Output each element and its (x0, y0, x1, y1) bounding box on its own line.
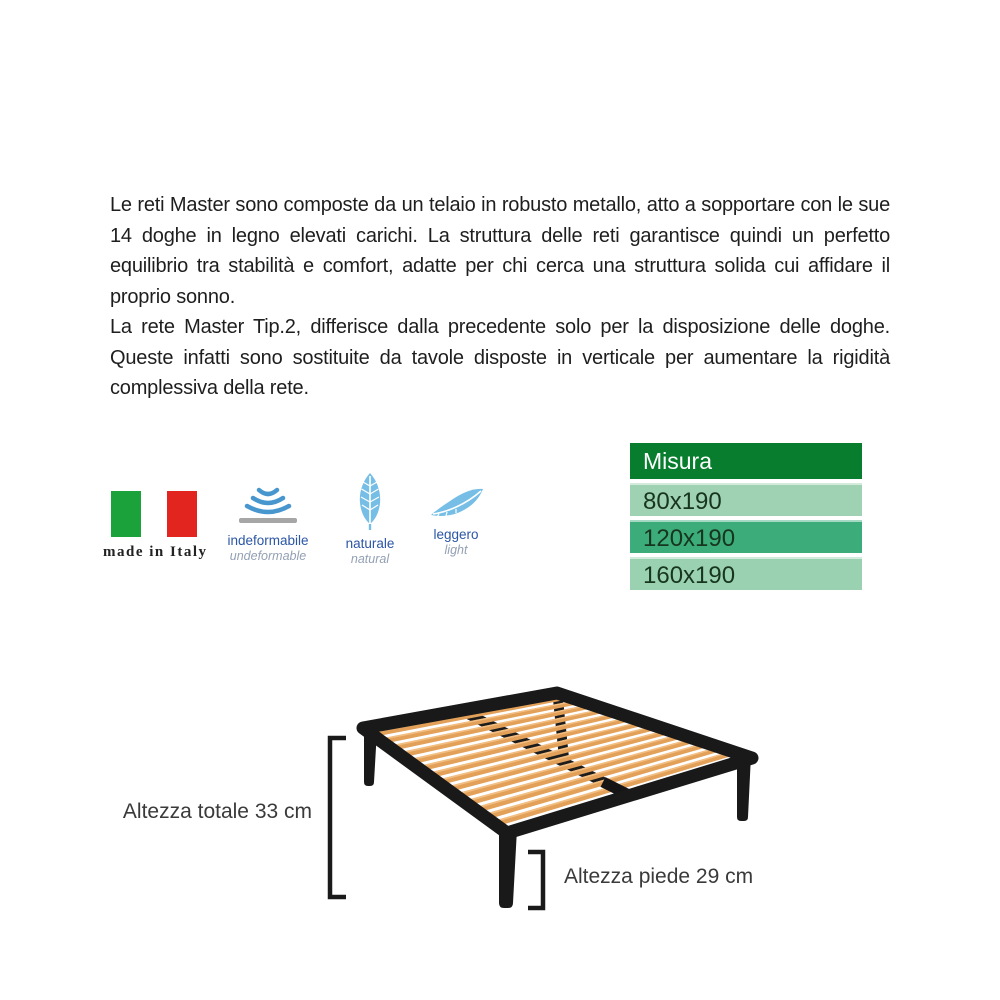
total-height-bracket (330, 738, 346, 897)
size-row-120x190: 120x190 (630, 520, 862, 553)
feature-label: naturale (345, 536, 395, 551)
feature-indeformabile (226, 484, 310, 563)
description-paragraph-1: Le reti Master sono composte da un telaio in robusto metallo, atto a sopportare con le sue 14 doghe in legno elevati carichi. La struttura delle reti garantisce quindi un perfetto equilibrio tra stabilità e comfort, adatte per chi cerca una struttura solida cui affidare il proprio sonno. (110, 194, 890, 308)
leaf-icon (354, 472, 386, 530)
feature-label: indeformabile (227, 533, 309, 548)
feature-sublabel: light (444, 543, 468, 557)
description-paragraph-2: La rete Master Tip.2, differisce dalla precedente solo per la disposizione delle doghe. Queste infatti sono sostituite da tavole disposte in verticale per aumentare la rigidità complessiva della rete. (110, 316, 890, 399)
foot-height-label: Altezza piede 29 cm (564, 865, 754, 888)
flag-green-band (111, 491, 141, 537)
size-table (630, 443, 862, 590)
feature-sublabel: undeformable (229, 549, 307, 563)
size-table-header: Misura (630, 443, 862, 479)
product-description (110, 190, 890, 404)
feature-label: leggero (433, 527, 479, 542)
feature-sublabel: natural (350, 552, 390, 566)
feature-leggero (412, 486, 500, 557)
size-row-80x190: 80x190 (630, 483, 862, 516)
size-row-160x190: 160x190 (630, 557, 862, 590)
made-in-italy-label: made in Italy (103, 544, 208, 560)
foot-height-bracket (528, 852, 543, 908)
spring-arcs-icon (237, 484, 299, 524)
flag-red-band (167, 491, 197, 537)
feather-icon (427, 486, 485, 518)
made-in-italy-badge (103, 491, 208, 561)
italian-flag-icon (111, 491, 197, 537)
total-height-label: Altezza totale 33 cm (122, 800, 312, 823)
feature-naturale (328, 472, 412, 566)
